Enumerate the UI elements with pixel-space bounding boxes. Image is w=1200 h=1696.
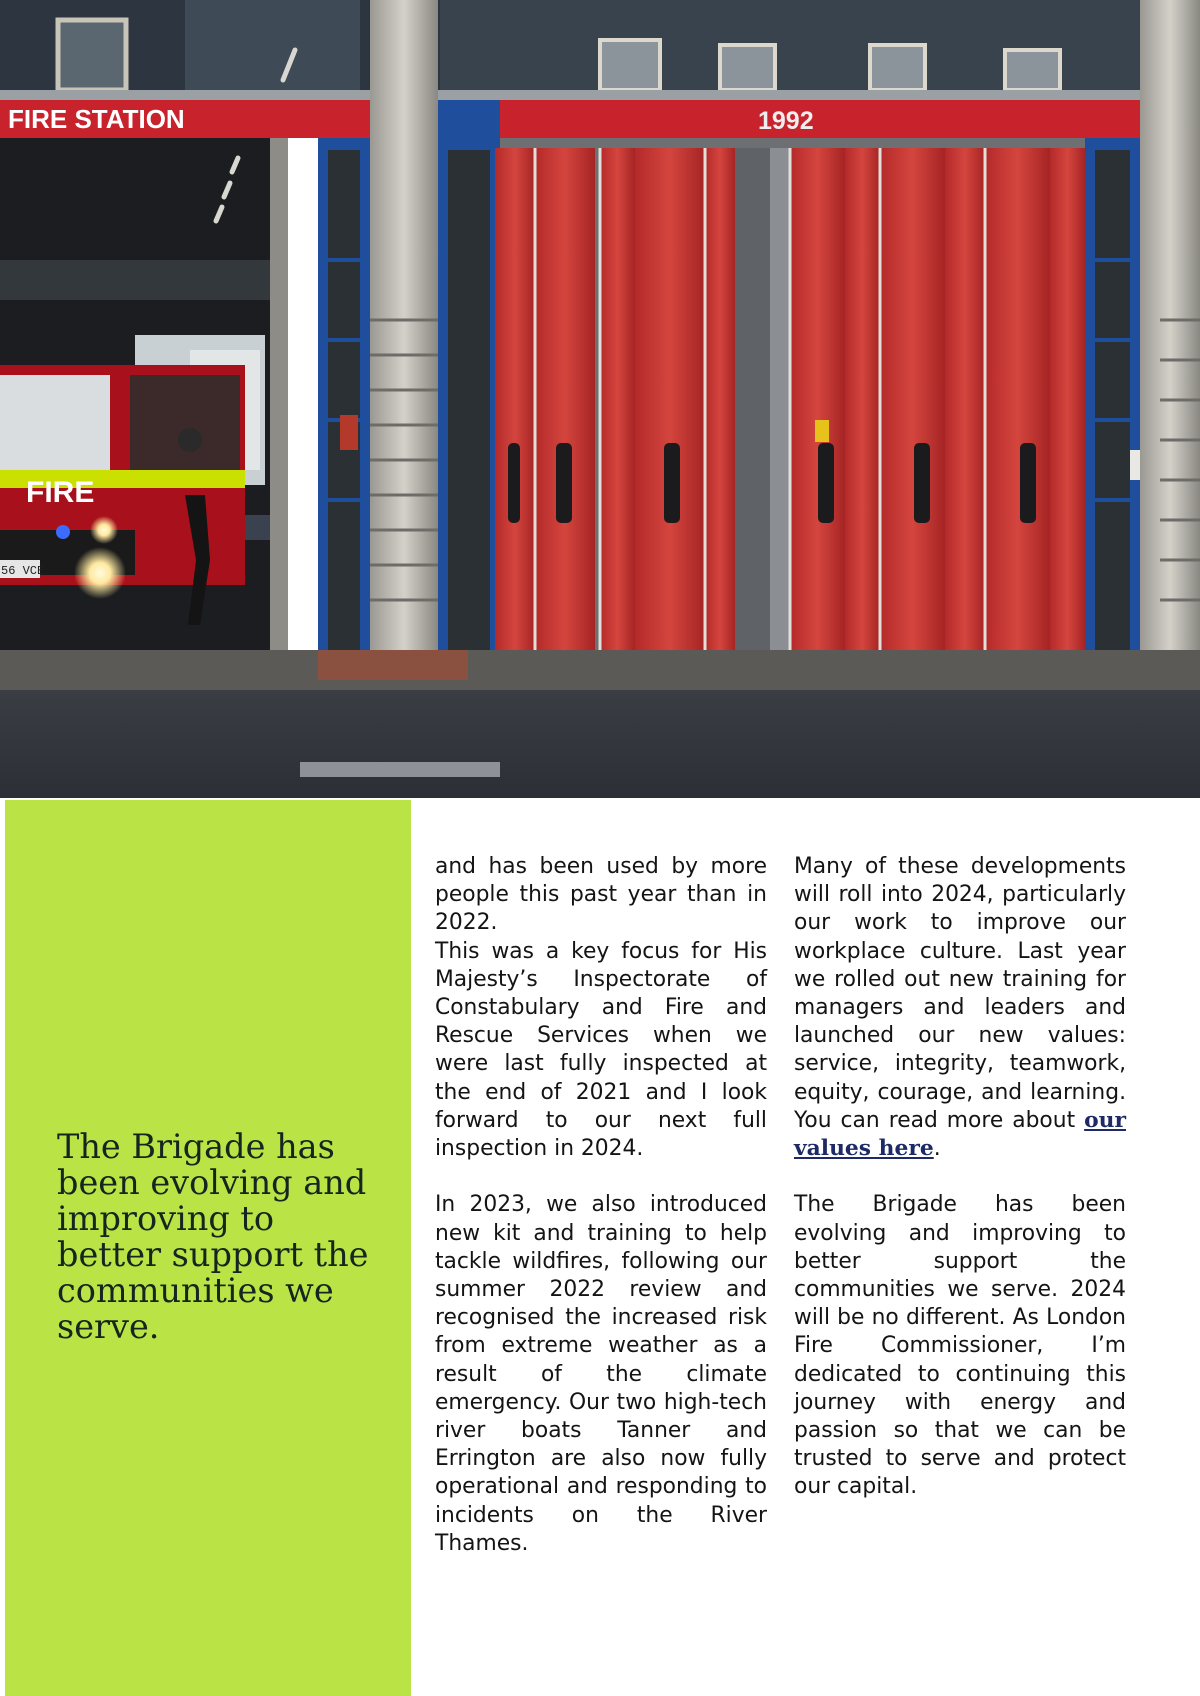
paragraph-end: .: [933, 1136, 941, 1162]
station-sign: FIRE STATION: [8, 104, 185, 134]
window-left: [58, 20, 126, 90]
central-pillar: [370, 0, 438, 660]
paragraph: In 2023, we also introduced new kit and training to help tackle wildfires, following our summer 2022 review and recognised the increased risk from extreme weather as a result of the climate emergency. Our two high-tech river boats Tanner and Errington are also now fully operational and responding to incidents on the River Thames.: [435, 1192, 767, 1556]
green-side-panel: [5, 800, 411, 1696]
hero-photo: [0, 0, 1200, 798]
text-column-left: [435, 853, 767, 1558]
engine-label: FIRE: [26, 476, 95, 509]
pavement: [0, 650, 1200, 695]
folding-doors: [495, 138, 1085, 658]
year-sign: 1992: [758, 107, 814, 135]
engine-plate: 56 VCE: [1, 564, 45, 578]
left-pillar: [270, 138, 288, 658]
paragraph-text: Many of these developments will roll into 2024, particularly our work to improve our workplace culture. Last year we rolled out new training for managers and leaders and launched our new values: service, integrity, teamwork, equity, courage, and learning. You can read more about: [794, 854, 1126, 1133]
pull-quote: The Brigade has been evolving and improving to better support the communities we serve.: [57, 1127, 369, 1346]
paragraph: [794, 853, 1126, 1163]
text-column-right: [794, 853, 1126, 1502]
paragraph: This was a key focus for His Majesty’s Inspectorate of Constabulary and Fire and Rescue Services when we were last fully inspected at the end of 2021 and I look forward to our next full inspection in 2024.: [435, 938, 767, 1162]
upper-glass: [185, 0, 360, 95]
road: [0, 690, 1200, 798]
paragraph: and has been used by more people this past year than in 2022.: [435, 854, 767, 936]
values-link[interactable]: our values here: [794, 1107, 1126, 1162]
paragraph: The Brigade has been evolving and improving to better support the communities we serve. 2024 will be no different. As London Fire Commissioner, I’m dedicated to continuing this journey with energy and passion so that we can be trusted to serve and protect our capital.: [794, 1192, 1126, 1500]
